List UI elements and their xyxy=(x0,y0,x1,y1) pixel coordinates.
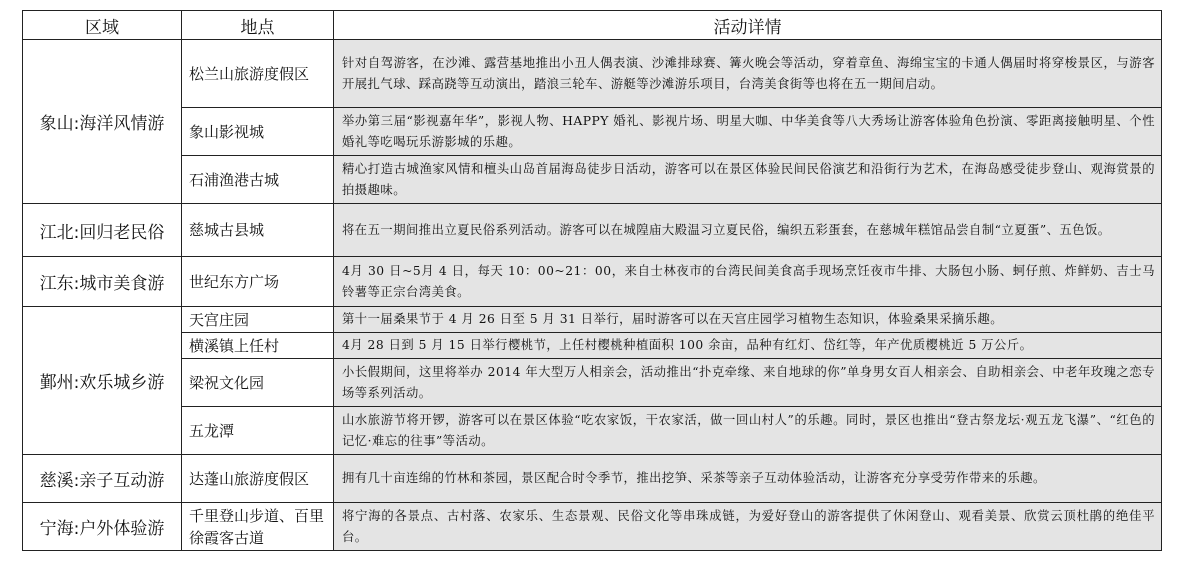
table-row xyxy=(23,108,1162,156)
detail-cell: 举办第三届“影视嘉年华”，影视人物、HAPPY 婚礼、影视片场、明星大咖、中华美食等八大秀场让游客体验角色扮演、零距离接触明星、个性婚礼等吃喝玩乐游影城的乐趣。 xyxy=(334,108,1162,156)
site-cell: 梁祝文化园 xyxy=(182,359,334,407)
region-cell: 鄞州:欢乐城乡游 xyxy=(23,307,182,455)
activity-table xyxy=(22,10,1162,551)
detail-cell: 针对自驾游客，在沙滩、露营基地推出小丑人偶表演、沙滩排球赛、篝火晚会等活动，穿着章鱼、海绵宝宝的卡通人偶届时将穿梭景区，与游客开展扎气球、踩高跷等互动演出，踏浪三轮车、游艇等沙滩游乐项目，台湾美食街等也将在五一期间启动。 xyxy=(334,40,1162,108)
region-cell: 宁海:户外体验游 xyxy=(23,503,182,551)
site-cell: 慈城古县城 xyxy=(182,204,334,257)
detail-cell: 4月 28 日到 5 月 15 日举行樱桃节，上任村樱桃种植面积 100 余亩，品种有红灯、岱红等，年产优质樱桃近 5 万公斤。 xyxy=(334,333,1162,359)
detail-cell: 将宁海的各景点、古村落、农家乐、生态景观、民俗文化等串珠成链，为爱好登山的游客提供了休闲登山、观看美景、欣赏云顶杜鹃的绝佳平台。 xyxy=(334,503,1162,551)
table-row xyxy=(23,307,1162,333)
site-cell: 天宫庄园 xyxy=(182,307,334,333)
region-cell: 象山:海洋风情游 xyxy=(23,40,182,204)
header-region: 区域 xyxy=(23,11,182,40)
site-cell: 五龙潭 xyxy=(182,407,334,455)
region-cell: 江东:城市美食游 xyxy=(23,257,182,307)
detail-cell: 山水旅游节将开锣，游客可以在景区体验“吃农家饭，干农家活，做一回山村人”的乐趣。同时，景区也推出“登古祭龙坛·观五龙飞瀑”、“红色的记忆·难忘的往事”等活动。 xyxy=(334,407,1162,455)
detail-cell: 拥有几十亩连绵的竹林和茶园，景区配合时令季节，推出挖笋、采茶等亲子互动体验活动，让游客充分享受劳作带来的乐趣。 xyxy=(334,455,1162,503)
header-site: 地点 xyxy=(182,11,334,40)
table-row xyxy=(23,333,1162,359)
site-cell: 松兰山旅游度假区 xyxy=(182,40,334,108)
table-header-row xyxy=(23,11,1162,40)
detail-cell: 小长假期间，这里将举办 2014 年大型万人相亲会，活动推出“扑克牵缘、来自地球的你”单身男女百人相亲会、自助相亲会、中老年玫瑰之恋专场等系列活动。 xyxy=(334,359,1162,407)
detail-cell: 精心打造古城渔家风情和檀头山岛首届海岛徒步日活动，游客可以在景区体验民间民俗演艺和沿街行为艺术，在海岛感受徒步登山、观海赏景的拍摄趣味。 xyxy=(334,156,1162,204)
site-cell: 千里登山步道、百里徐霞客古道 xyxy=(182,503,334,551)
detail-cell: 第十一届桑果节于 4 月 26 日至 5 月 31 日举行，届时游客可以在天宫庄园学习植物生态知识，体验桑果采摘乐趣。 xyxy=(334,307,1162,333)
detail-cell: 将在五一期间推出立夏民俗系列活动。游客可以在城隍庙大殿温习立夏民俗，编织五彩蛋套，在慈城年糕馆品尝自制“立夏蛋”、五色饭。 xyxy=(334,204,1162,257)
table-row xyxy=(23,204,1162,257)
table-row xyxy=(23,156,1162,204)
header-detail: 活动详情 xyxy=(334,11,1162,40)
table-row xyxy=(23,407,1162,455)
region-cell: 慈溪:亲子互动游 xyxy=(23,455,182,503)
table-row xyxy=(23,455,1162,503)
activity-table-container xyxy=(22,10,1162,551)
site-cell: 象山影视城 xyxy=(182,108,334,156)
site-cell: 达蓬山旅游度假区 xyxy=(182,455,334,503)
site-cell: 石浦渔港古城 xyxy=(182,156,334,204)
detail-cell: 4月 30 日~5月 4 日，每天 10：00~21：00，来自士林夜市的台湾民间美食高手现场烹饪夜市牛排、大肠包小肠、蚵仔煎、炸鲜奶、吉士马铃薯等正宗台湾美食。 xyxy=(334,257,1162,307)
region-cell: 江北:回归老民俗 xyxy=(23,204,182,257)
site-cell: 横溪镇上任村 xyxy=(182,333,334,359)
table-row xyxy=(23,359,1162,407)
table-row xyxy=(23,503,1162,551)
table-row xyxy=(23,40,1162,108)
site-cell: 世纪东方广场 xyxy=(182,257,334,307)
table-row xyxy=(23,257,1162,307)
